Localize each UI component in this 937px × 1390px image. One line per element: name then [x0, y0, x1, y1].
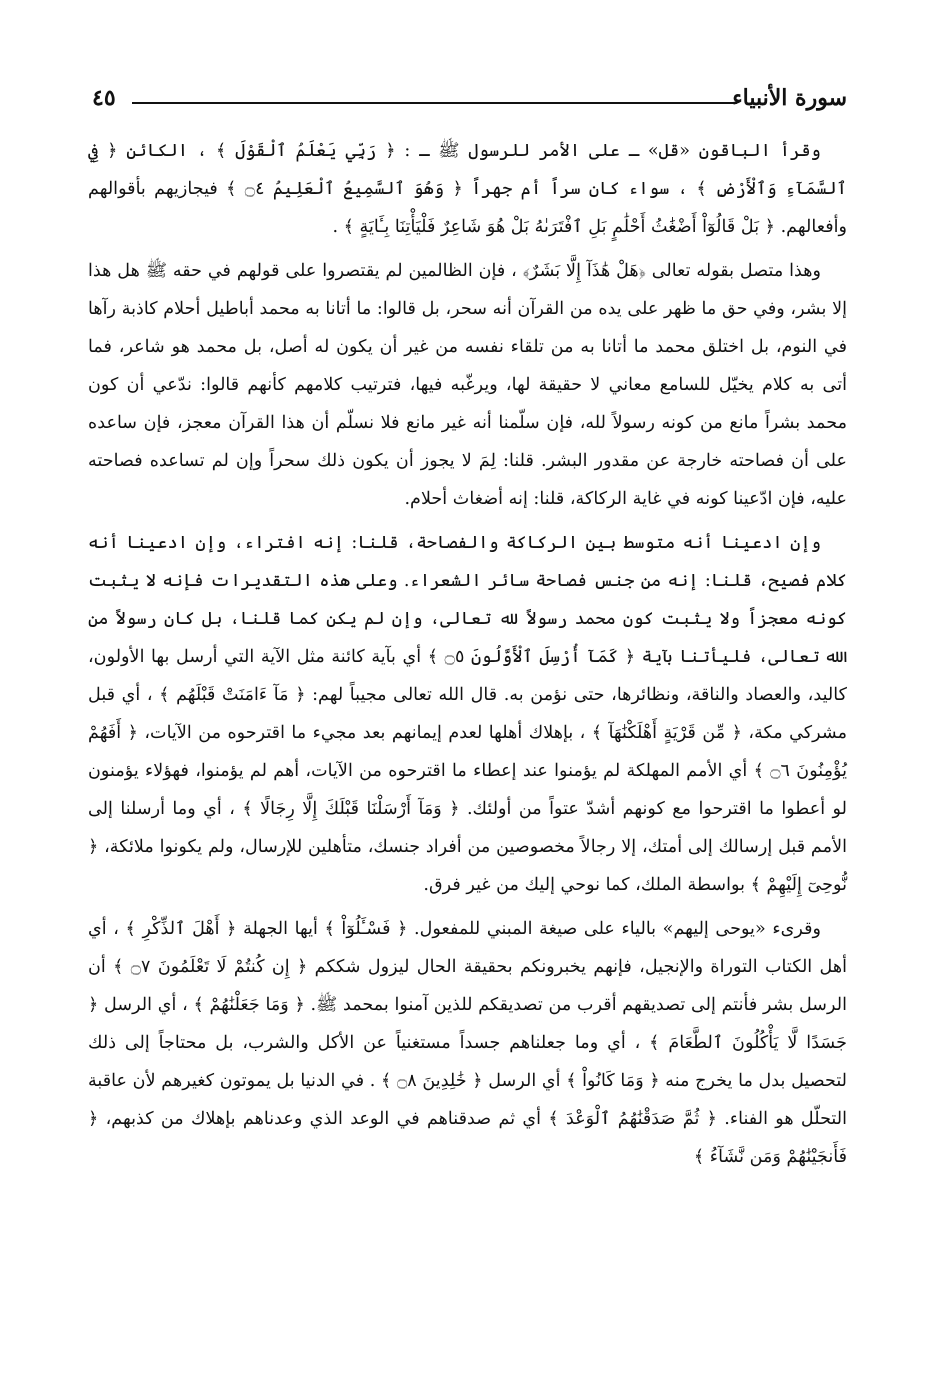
paragraph-4: وقرىء «يوحى إليهم» بالياء على صيغة المبني للمفعول. ﴿ فَسْـَٔلُوٓاْ ﴾ أيها الجهلة ﴿ أَهْلَ ٱلذِّكْرِ ﴾ ، أي أهل الكتاب التوراة والإنجيل، فإنهم يخبرونكم بحقيقة الحال ليزول شككم ﴿ إِن كُنتُمْ لَا تَعْلَمُونَ ۝٧ ﴾ أن الرسل بشر فأنتم إلى تصديقهم أقرب من تصديقكم للذين آمنوا بمحمد ﷺ. ﴿ وَمَا جَعَلْنَٰهُمْ ﴾ ، أي الرسل ﴿ جَسَدًا لَّا يَأْكُلُونَ ٱلطَّعَامَ ﴾ ، أي وما جعلناهم جسداً مستغنياً عن الأكل والشرب، بل محتاجاً إلى ذلك لتحصيل بدل ما يخرج منه ﴿ وَمَا كَانُواْ ﴾ أي الرسل ﴿ خَٰلِدِينَ ۝٨ ﴾ . في الدنيا بل يموتون كغيرهم لأن عاقبة التحلّل هو الفناء. ﴿ ثُمَّ صَدَقْنَٰهُمُ ٱلْوَعْدَ ﴾ أي ثم صدقناهم في الوعد الذي وعدناهم بإهلاك من كذبهم، ﴿ فَأَنجَيْنَٰهُمْ وَمَن نَّشَآءُ ﴾ — [88, 919, 847, 1167]
header-rule — [132, 102, 737, 104]
page-header — [92, 84, 847, 112]
paragraph-1: وقرأ الباقون «قل» ـ على الأمر للرسول ﷺ ـ : ﴿ رَبِّي يَعْلَمُ ٱلْقَوْلَ ﴾ ، الكائن ﴿ فِي ٱلسَّمَآءِ وَٱلْأَرْضِ ﴾ ، سواء كان سراً أم جهراً ﴿ وَهُوَ ٱلسَّمِيعُ ٱلْعَلِيمُ ۝٤ ﴾ فيجازيهم بأقوالهم وأفعالهم. ﴿ بَلْ قَالُوٓاْ أَضْغَٰثُ أَحْلَٰمٍ بَلِ ٱفْتَرَىٰهُ بَلْ هُوَ شَاعِرٌ فَلْيَأْتِنَا بِـَٔايَةٍ ﴾ . — [88, 141, 847, 237]
paragraph-3: وإن ادعينا أنه متوسط بين الركاكة والفصاحة، قلنا: إنه افتراء، وإن ادعينا أنه كلام فصيح، قلنا: إنه من جنس فصاحة سائر الشعراء. وعلى هذه التقديرات فإنه لا يثبت كونه معجزاً ولا يثبت كون محمد رسولاً لله تعالى، وإن لم يكن كما قلنا، بل كان رسولاً من الله تعالى، فليأتنا بآية ﴿ كَمَآ أُرْسِلَ ٱلْأَوَّلُونَ ۝٥ ﴾ أي بآية كائنة مثل الآية التي أرسل بها الأولون، كاليد، والعصاد والناقة، ونظائرها، حتى نؤمن به. قال الله تعالى مجيباً لهم: ﴿ مَآ ءَامَنَتْ قَبْلَهُم ﴾ ، أي قبل مشركي مكة، ﴿ مِّن قَرْيَةٍ أَهْلَكْنَٰهَآ ﴾ ، بإهلاك أهلها لعدم إيمانهم بعد مجيء ما اقترحوه من الآيات، ﴿ أَفَهُمْ يُؤْمِنُونَ ۝٦ ﴾ أي الأمم المهلكة لم يؤمنوا عند إعطاء ما اقترحوه من الآيات، أهم لم يؤمنوا، فهؤلاء يؤمنون لو أعطوا ما اقترحوا مع كونهم أشدّ عتواً من أولئك. ﴿ وَمَآ أَرْسَلْنَا قَبْلَكَ إِلَّا رِجَالًا ﴾ ، أي وما أرسلنا إلى الأمم قبل إرسالك إلى أمتك، إلا رجالاً مخصوصين من أفراد جنسك، متأهلين للإرسال، ولم يكونوا ملائكة، ﴿ نُّوحِىٓ إِلَيْهِمْ ﴾ بواسطة الملك، كما نوحي إليك من غير فرق. — [88, 533, 848, 895]
page-number: ٤٥ — [92, 84, 122, 112]
page-body — [88, 132, 847, 1182]
paragraph-2: وهذا متصل بقوله تعالى ﴿هَلْ هَٰذَآ إِلَّا بَشَرٌ﴾ ، فإن الظالمين لم يقتصروا على قولهم في حقه ﷺ هل هذا إلا بشر، وفي حق ما ظهر على يده من القرآن أنه سحر، بل قالوا: ما أتانا به محمد أباطيل أحلام كاذبة رآها في النوم، بل اختلق محمد ما أتانا به من تلقاء نفسه من غير أن يكون له أصل، بل محمد هو شاعر، فما أتى به كلام يخيّل للسامع معاني لا حقيقة لها، ويرغّبه فيها، فترتيب كلامهم كأنهم قالوا: ندّعي أن كون محمد بشراً مانع من كونه رسولاً لله، فإن سلّمنا أنه غير مانع فلا نسلّم أن هذا القرآن معجز، فإن ساعده على أن فصاحته خارجة عن مقدور البشر. قلنا: لِمَ لا يجوز أن يكون ذلك سحراً وإن لم تساعده فصاحته عليه، فإن ادّعينا كونه في غاية الركاكة، قلنا: إنه أضغاث أحلام. — [88, 261, 847, 509]
surah-title: سورة الأنبياء — [726, 84, 847, 112]
